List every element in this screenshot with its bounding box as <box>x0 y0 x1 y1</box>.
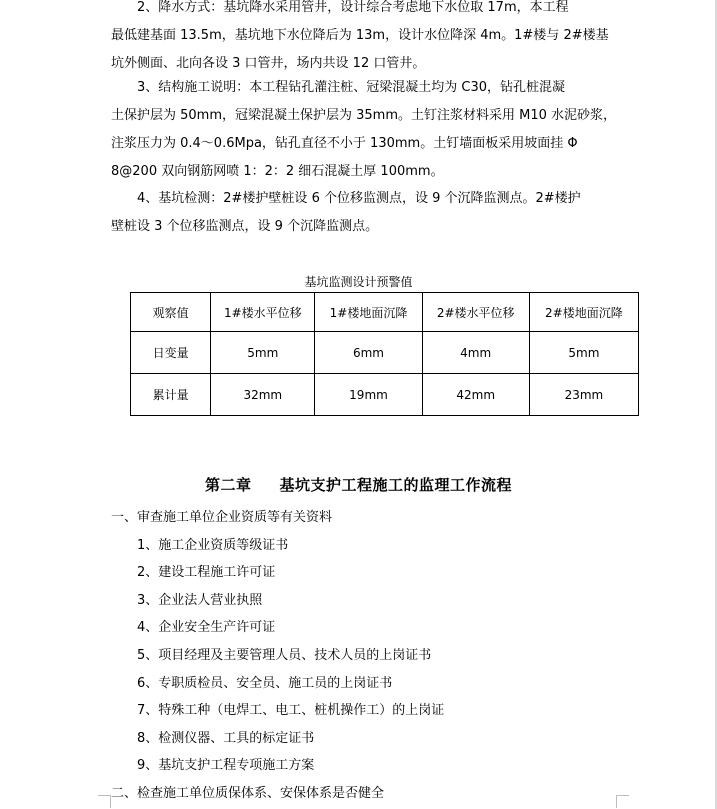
chapter-title: 基坑支护工程施工的监理工作流程 <box>279 476 513 494</box>
text-line: 2、降水方式：基坑降水采用管井，设计综合考虑地下水位取 17m，本工程 <box>137 0 569 15</box>
table-header-cell: 1#楼地面沉降 <box>315 293 422 332</box>
page-corner-mark <box>98 795 111 808</box>
list-item: 8、检测仪器、工具的标定证书 <box>137 731 315 746</box>
section-heading: 二、检查施工单位质保体系、安保体系是否健全 <box>111 786 385 801</box>
paragraph-structure <box>111 74 617 186</box>
table-cell: 42mm <box>422 374 529 416</box>
table-cell: 5mm <box>211 332 315 374</box>
text-line: 坑外侧面、北向各设 3 口管井，场内共设 12 口管井。 <box>111 56 426 71</box>
section-heading: 一、审查施工单位企业资质等有关资料 <box>111 510 333 525</box>
list-item: 2、建设工程施工许可证 <box>137 565 276 580</box>
text-line: 3、结构施工说明：本工程钻孔灌注桩、冠梁混凝土均为 C30，钻孔桩混凝 <box>137 80 566 95</box>
table-cell: 5mm <box>529 332 638 374</box>
list-item: 3、企业法人营业执照 <box>137 593 263 608</box>
table-caption: 基坑监测设计预警值 <box>304 275 413 289</box>
text-line: 8@200 双向钢筋网喷 1：2：2 细石混凝土厚 100mm。 <box>111 164 444 179</box>
table-header-cell: 1#楼水平位移 <box>211 293 315 332</box>
text-line: 注浆压力为 0.4～0.6Mpa，钻孔直径不小于 130mm。土钉墙面板采用坡面挂 Φ <box>111 136 578 151</box>
text-line: 4、基坑检测：2#楼护壁桩设 6 个位移监测点，设 9 个沉降监测点。2#楼护 <box>137 191 581 206</box>
text-line: 壁桩设 3 个位移监测点，设 9 个沉降监测点。 <box>111 219 379 234</box>
table-cell: 19mm <box>315 374 422 416</box>
table-cell: 6mm <box>315 332 422 374</box>
chapter-number: 第二章 <box>204 476 252 494</box>
text-line: 土保护层为 50mm，冠梁混凝土保护层为 35mm。土钉注浆材料采用 M10 水泥砂浆， <box>111 108 617 123</box>
table-header-row <box>131 293 639 332</box>
list-item: 6、专职质检员、安全员、施工员的上岗证书 <box>137 676 393 691</box>
list-item: 7、特殊工种（电焊工、电工、桩机操作工）的上岗证 <box>137 703 445 718</box>
table-header-cell: 观察值 <box>131 293 211 332</box>
list-item: 5、项目经理及主要管理人员、技术人员的上岗证书 <box>137 648 432 663</box>
page-corner-mark <box>616 795 629 808</box>
chapter-heading <box>0 474 717 495</box>
table-row <box>131 332 639 374</box>
table-cell: 4mm <box>422 332 529 374</box>
monitoring-table <box>130 292 639 416</box>
table-row <box>131 374 639 416</box>
list-item: 1、施工企业资质等级证书 <box>137 538 289 553</box>
list-item: 9、基坑支护工程专项施工方案 <box>137 758 315 773</box>
text-line: 最低建基面 13.5m，基坑地下水位降后为 13m，设计水位降深 4m。1#楼与 2#楼基 <box>111 28 609 43</box>
table-cell: 23mm <box>529 374 638 416</box>
table-header-cell: 2#楼地面沉降 <box>529 293 638 332</box>
table-cell: 累计量 <box>131 374 211 416</box>
table-cell: 日变量 <box>131 332 211 374</box>
list-item: 4、企业安全生产许可证 <box>137 620 276 635</box>
table-cell: 32mm <box>211 374 315 416</box>
paragraph-monitoring <box>111 185 611 241</box>
paragraph-dewatering <box>111 0 611 78</box>
table-header-cell: 2#楼水平位移 <box>422 293 529 332</box>
